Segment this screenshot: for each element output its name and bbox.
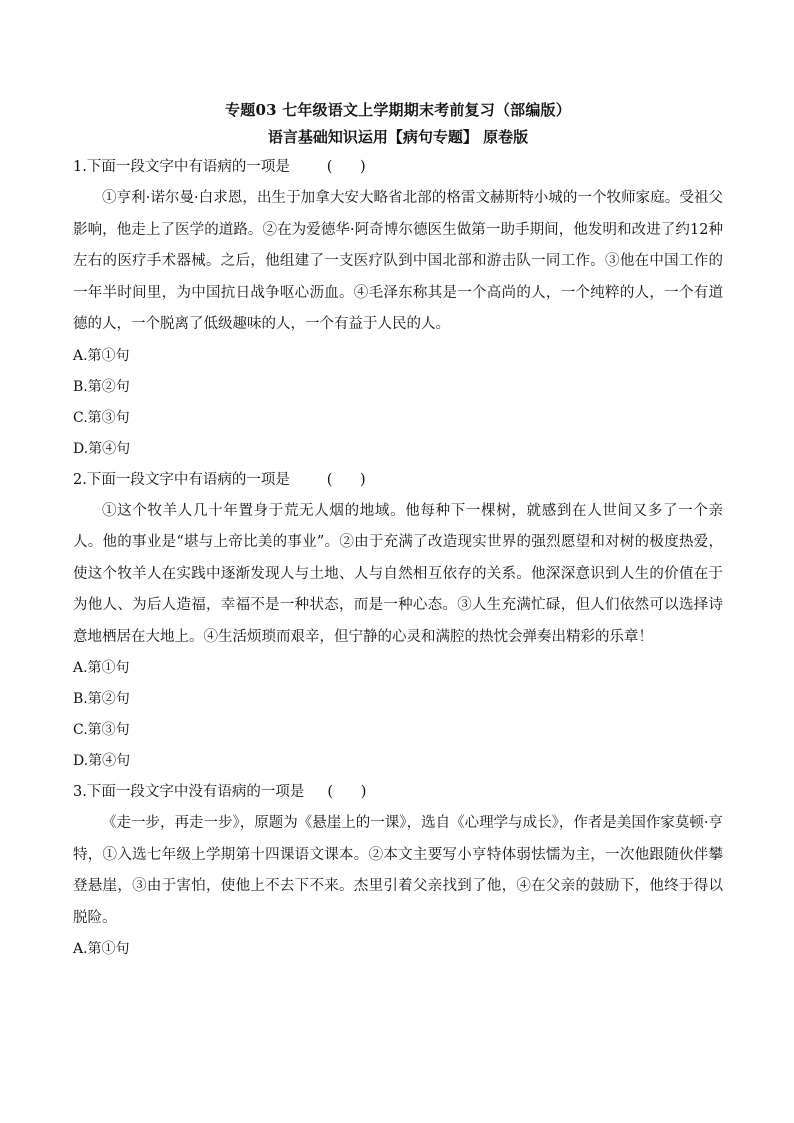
question-2-option-a[interactable]: A.第①句 [73,660,130,676]
question-2 [73,465,723,778]
question-3-option-a[interactable]: A.第①句 [73,941,130,957]
question-2-stem: 2.下面一段文字中有语病的一项是 ( ) [73,471,366,488]
question-1-option-a[interactable]: A.第①句 [73,347,130,364]
question-1-option-d[interactable]: D.第④句 [73,440,131,457]
document-page [73,96,723,965]
document-subtitle: 语言基础知识运用【病句专题】 原卷版 [267,128,529,146]
question-1-passage: ①亨利·诺尔曼·白求恩，出生于加拿大安大略省北部的格雷文赫斯特小城的一个牧师家庭。受祖父影响，他走上了医学的道路。②在为爱德华·阿奇博尔德医生做第一助手期间，他发明和改进了约12种左右的医疗手术器械。之后，他组建了一支医疗队到中国北部和游击队一同工作。③他在中国工作的一年半时间里，为中国抗日战争呕心沥血。④毛泽东称其是一个高尚的人，一个纯粹的人，一个有道德的人，一个脱离了低级趣味的人，一个有益于人民的人。 [73,190,723,332]
question-3 [73,777,723,965]
question-2-option-c[interactable]: C.第③句 [73,722,130,738]
document-title: 专题03 七年级语文上学期期末考前复习（部编版） [225,101,571,119]
question-3-passage: 《走一步，再走一步》，原题为《悬崖上的一课》，选自《心理学与成长》，作者是美国作家莫顿·亨特，①入选七年级上学期第十四课语文课本。②本文主要写小亨特体弱怯懦为主，一次他跟随伙伴攀登悬崖，③由于害怕，使他上不去下不来。杰里引着父亲找到了他，④在父亲的鼓励下，他终于得以脱险。 [73,815,723,926]
question-2-option-d[interactable]: D.第④句 [73,753,131,769]
question-3-stem: 3.下面一段文字中没有语病的一项是 ( ) [73,784,367,800]
question-1-stem: 1.下面一段文字中有语病的一项是 ( ) [73,159,366,175]
question-1 [73,152,723,465]
question-2-option-b[interactable]: B.第②句 [73,691,130,707]
question-2-passage: ①这个牧羊人几十年置身于荒无人烟的地域。他每种下一棵树，就感到在人世间又多了一个亲人。他的事业是“堪与上帝比美的事业”。②由于充满了改造现实世界的强烈愿望和对树的极度热爱，使这个牧羊人在实践中逐渐发现人与土地、人与自然相互依存的关系。他深深意识到人生的价值在于为他人、为后人造福，幸福不是一种状态，而是一种心态。③人生充满忙碌，但人们依然可以选择诗意地栖居在大地上。④生活烦琐而艰辛，但宁静的心灵和满腔的热忱会弹奏出精彩的乐章！ [73,502,723,645]
question-1-option-b[interactable]: B.第②句 [73,378,130,395]
question-1-option-c[interactable]: C.第③句 [73,409,130,426]
